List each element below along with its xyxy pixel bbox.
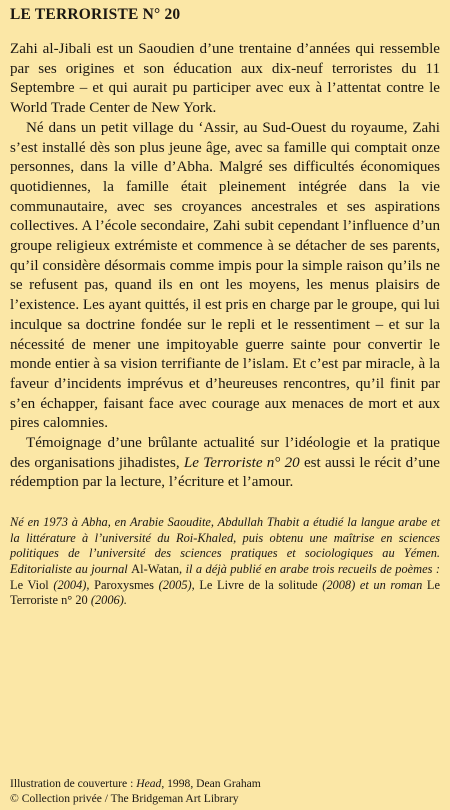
- author-bio: [10, 515, 440, 609]
- bio-year-4: (2006).: [87, 593, 127, 608]
- p3-text-b: est aussi le récit d’une rédemption par la lecture, l’écriture et l’amour.: [10, 454, 440, 491]
- bio-book-4: Le Terroriste n° 20: [10, 577, 440, 608]
- bio-text-a: Né en 1973 à Abha, en Arabie Saoudite, Abdullah Thabit a étudié la langue arabe et la littérature à l’université du Roi-Khaled, puis obtenu une maîtrise en sciences politiques de l’université des sciences pratiques et sociologiques au Yémen. Editorialiste au journal: [10, 515, 440, 576]
- illus-work: Head: [136, 777, 162, 790]
- p3-text-a: Témoignage d’une brûlante actualité sur l’idéologie et la pratique des organisations jihadistes,: [10, 435, 440, 471]
- bio-text-b: , il a déjà publié en arabe trois recueils de poèmes :: [179, 561, 440, 576]
- credits: [10, 776, 440, 806]
- synopsis-paragraph-2: Né dans un petit village du ‘Assir, au Sud-Ouest du royaume, Zahi s’est installé dès son plus jeune âge, avec sa famille qui comptait onze personnes, dans la ville d’Abha. Malgré ses difficultés économiques quotidiennes, la famille était pleinement intégrée dans la vie communautaire, avec ses croyances ancestrales et ses aspirations collectives. A l’école secondaire, Zahi subit cependant l’influence d’un groupe religieux extrémiste et commence à se détacher de ses parents, qu’il considère désormais comme impis pour la simple raison qu’ils ne se refusent pas, quand ils en ont les moyens, les menus plaisirs de l’existence. Les ayant quittés, il est pris en charge par le groupe, qui lui inculque sa doctrine fondée sur le repli et le ressentiment – et sur la nécessité de mener une impitoyable guerre sainte pour convertir le monde entier à sa vision terrifiante de l’islam. Et c’est par miracle, à la faveur d’incidents imprévus et d’heureuses rencontres, qu’il finit par s’en échapper, faisant face avec courage aux menaces de mort et aux pires calomnies.: [10, 119, 440, 432]
- bio-book-3: Le Livre de la solitude: [199, 577, 318, 592]
- copyright-line: © Collection privée / The Bridgeman Art Library: [10, 792, 239, 805]
- synopsis-paragraph-3: [10, 434, 440, 493]
- bio-book-1: Le Viol: [10, 577, 49, 592]
- synopsis-paragraph-1: Zahi al-Jibali est un Saoudien d’une trentaine d’années qui ressemble par ses origines et son éducation aux dix-neuf terroristes du 11 Septembre – et qui aurait pu participer avec eux à l’attentat contre le World Trade Center de New York.: [10, 41, 440, 117]
- bio-year-2: (2005),: [154, 577, 200, 592]
- illus-prefix: Illustration de couverture :: [10, 777, 137, 790]
- bio-book-2: Paroxysmes: [94, 577, 154, 592]
- bio-year-3: (2008) et un roman: [317, 577, 427, 592]
- illus-rest: , 1998, Dean Graham: [161, 777, 261, 790]
- illustration-credit: [10, 776, 440, 791]
- book-title: LE TERRORISTE N° 20: [10, 6, 181, 23]
- bio-journal: Al-Watan: [131, 561, 180, 576]
- p3-book-title: Le Terroriste n° 20: [183, 454, 300, 471]
- bio-year-1: (2004),: [48, 577, 95, 592]
- synopsis: [10, 40, 440, 493]
